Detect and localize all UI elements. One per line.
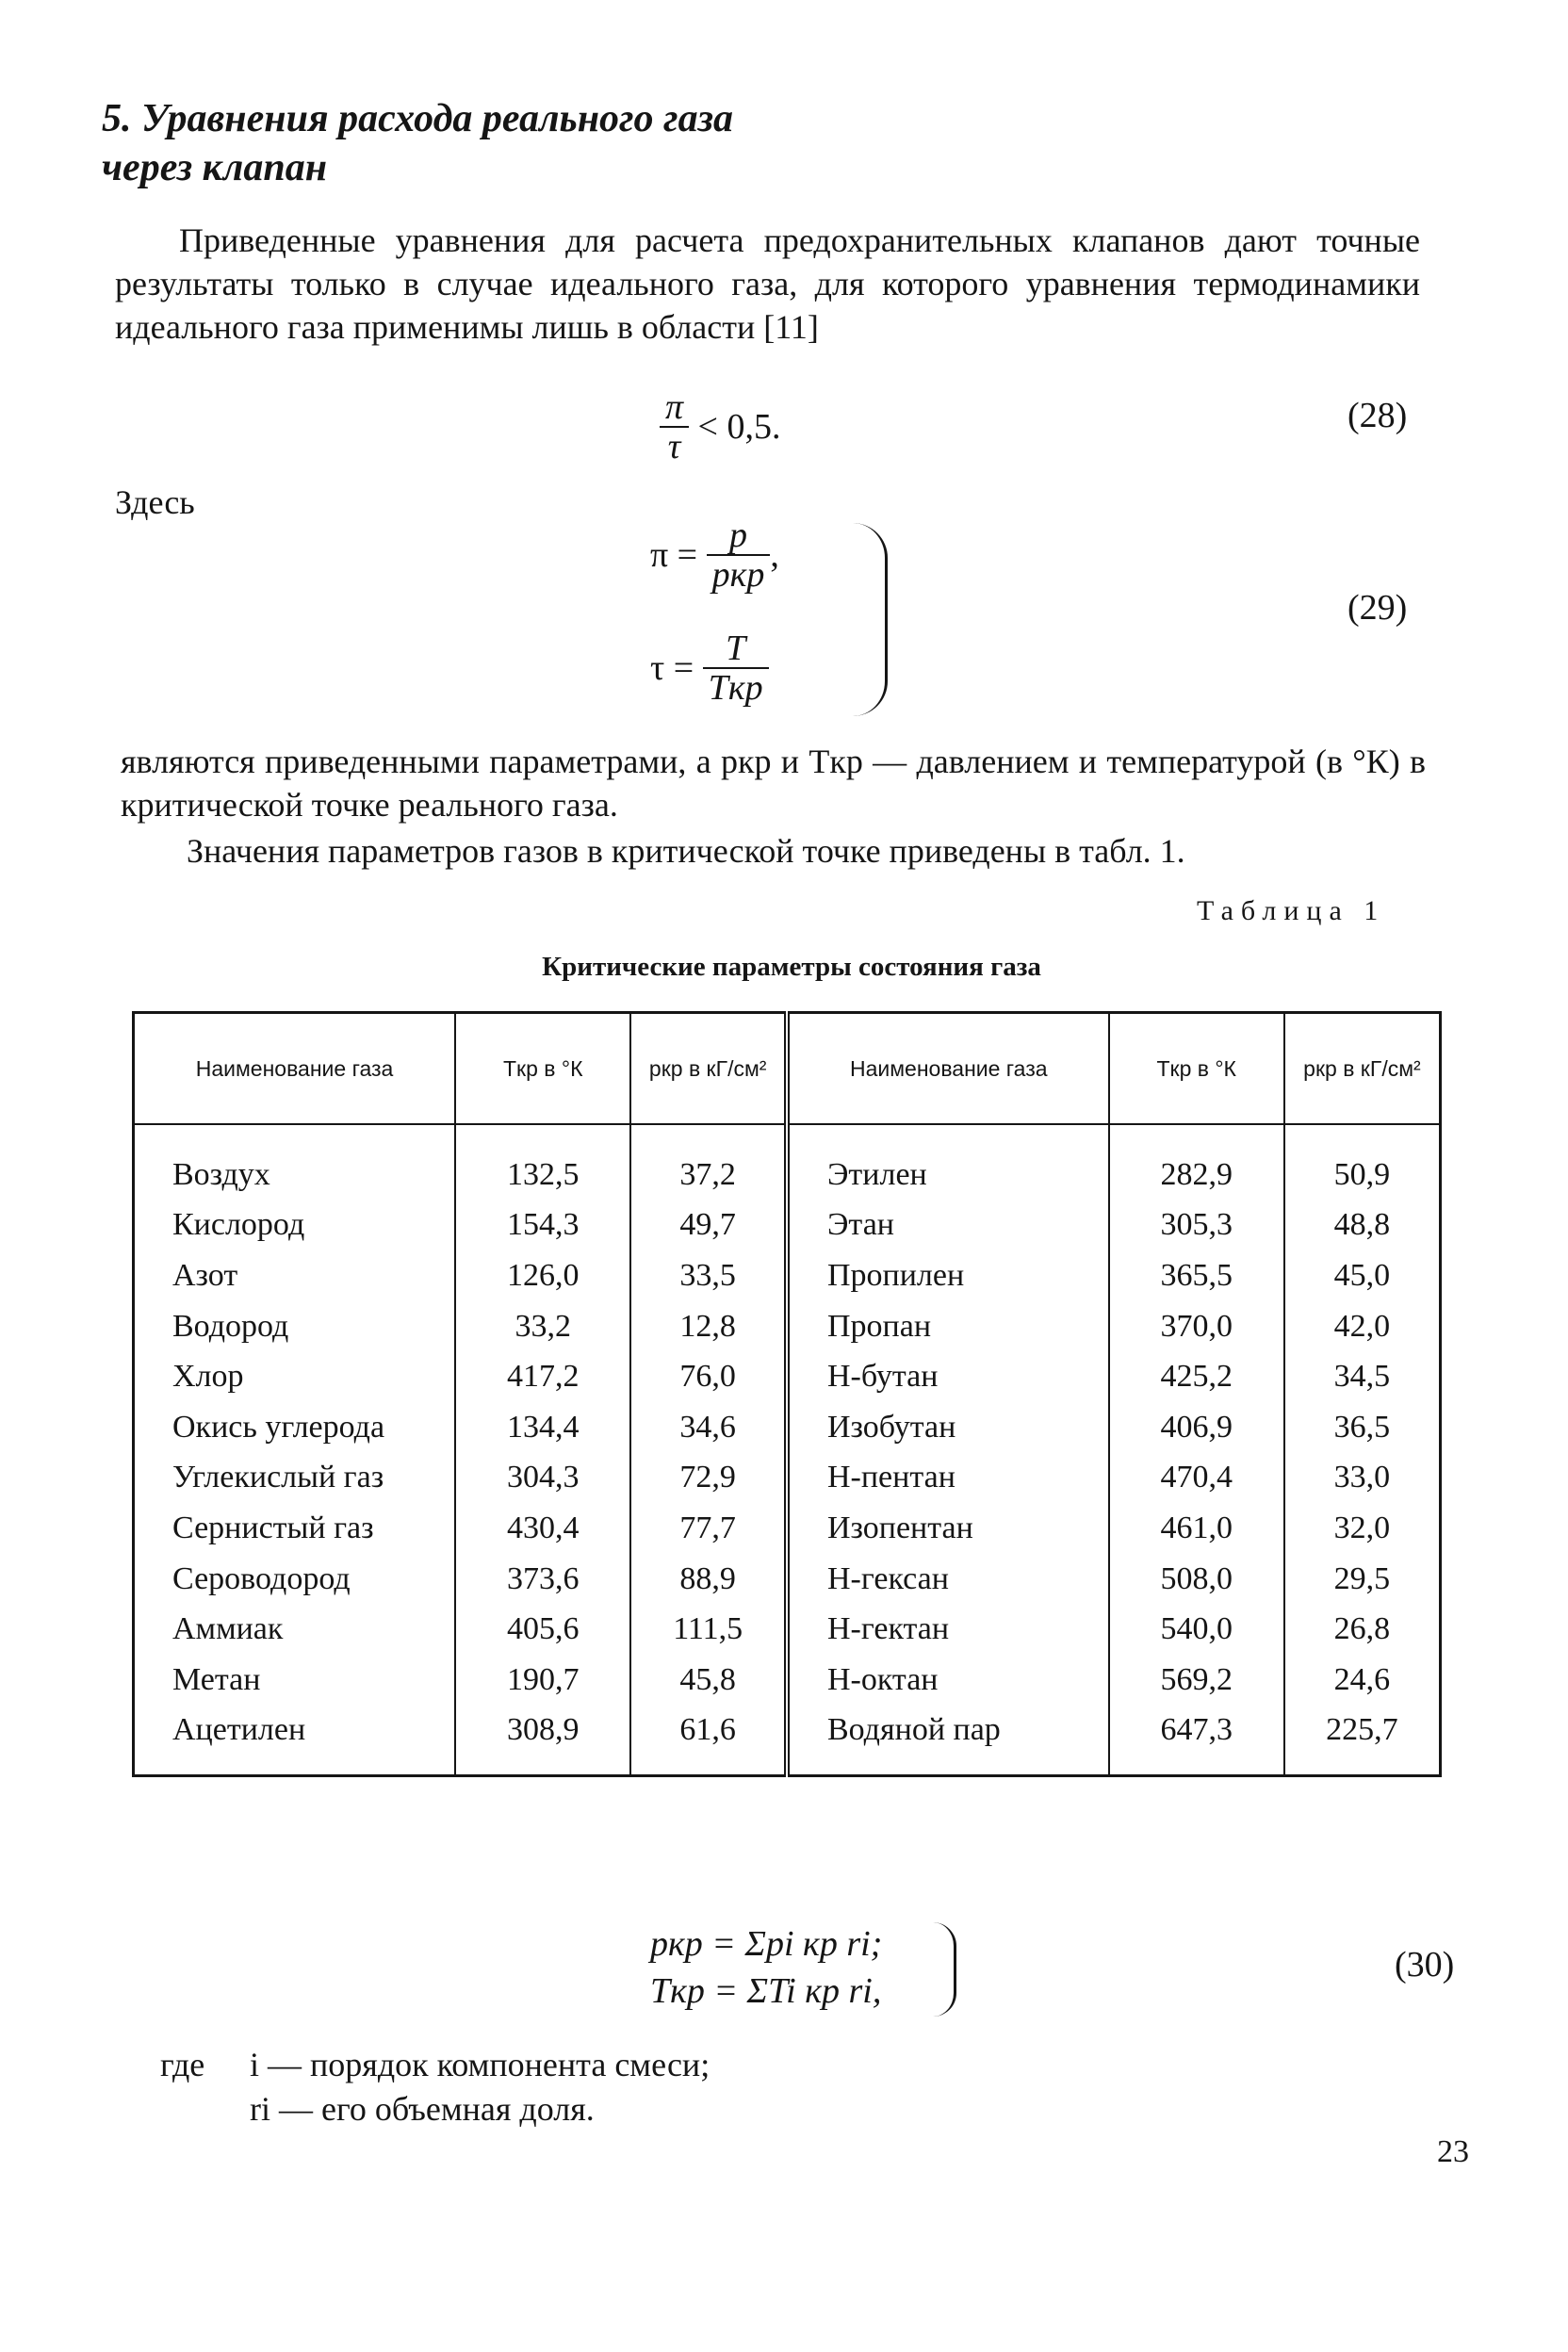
critical-temperature-cell: 134,4 [455,1402,630,1453]
gas-name-cell: Н-октан [787,1655,1109,1706]
gas-name-cell: Углекислый газ [134,1453,456,1504]
gas-name-cell: Водяной пар [787,1706,1109,1776]
critical-pressure-cell: 77,7 [630,1503,787,1554]
where-line-2: ri — его объемная доля. [250,2090,595,2128]
gas-name-cell: Пропилен [787,1250,1109,1301]
critical-temperature-cell: 308,9 [455,1706,630,1776]
table-row [134,1124,1441,1200]
critical-temperature-cell: 405,6 [455,1604,630,1655]
gas-name-cell: Сероводород [134,1554,456,1605]
gas-name-cell: Азот [134,1250,456,1301]
critical-temperature-cell: 132,5 [455,1124,630,1200]
table-row [134,1301,1441,1352]
table-row [134,1402,1441,1453]
gas-name-cell: Окись углерода [134,1402,456,1453]
critical-temperature-cell: 540,0 [1109,1604,1284,1655]
critical-pressure-cell: 37,2 [630,1124,787,1200]
critical-temperature-cell: 461,0 [1109,1503,1284,1554]
gas-name-cell: Сернистый газ [134,1503,456,1554]
critical-temperature-cell: 470,4 [1109,1453,1284,1504]
page-number: 23 [1437,2134,1469,2169]
equation-28 [660,388,780,466]
table-row [134,1453,1441,1504]
eq29-tau-fraction [703,629,769,707]
table-row [134,1604,1441,1655]
table-body [134,1124,1441,1776]
header-t: Tкр в °К [455,1013,630,1125]
table-ref-paragraph: Значения параметров газов в критической точке приведены в табл. 1. [187,832,1185,870]
gas-name-cell: Аммиак [134,1604,456,1655]
section-title-line-1: 5. Уравнения расхода реального газа [102,97,733,140]
gas-name-cell: Н-бутан [787,1351,1109,1402]
critical-temperature-cell: 370,0 [1109,1301,1284,1352]
critical-temperature-cell: 33,2 [455,1301,630,1352]
eq29-tau-denominator: Tкр [708,668,763,708]
critical-pressure-cell: 36,5 [1284,1402,1441,1453]
eq28-numerator: π [660,388,689,428]
gas-name-cell: Метан [134,1655,456,1706]
table-row [134,1554,1441,1605]
equation-29-line-1 [650,516,779,594]
critical-pressure-cell: 33,0 [1284,1453,1441,1504]
gas-name-cell: Н-гексан [787,1554,1109,1605]
table-row [134,1250,1441,1301]
header-p-2: pкр в кГ/см² [1284,1013,1441,1125]
critical-temperature-cell: 425,2 [1109,1351,1284,1402]
eq28-denominator: τ [667,427,681,466]
critical-temperature-cell: 365,5 [1109,1250,1284,1301]
eq29-pi-lhs: π = [650,535,698,575]
critical-pressure-cell: 34,6 [630,1402,787,1453]
eq29-tau-lhs: τ = [650,648,694,688]
critical-temperature-cell: 190,7 [455,1655,630,1706]
critical-pressure-cell: 72,9 [630,1453,787,1504]
critical-pressure-cell: 76,0 [630,1351,787,1402]
critical-pressure-cell: 45,0 [1284,1250,1441,1301]
eq29-pi-numerator: p [707,516,771,556]
critical-pressure-cell: 34,5 [1284,1351,1441,1402]
gas-name-cell: Водород [134,1301,456,1352]
header-p: pкр в кГ/см² [630,1013,787,1125]
critical-temperature-cell: 282,9 [1109,1124,1284,1200]
section-title [102,94,1044,192]
table-row [134,1706,1441,1776]
gas-name-cell: Н-пентан [787,1453,1109,1504]
gas-critical-params-table [132,1011,1442,1777]
section-title-line-2: через клапан [102,146,328,189]
critical-pressure-cell: 26,8 [1284,1604,1441,1655]
gas-name-cell: Изобутан [787,1402,1109,1453]
critical-temperature-cell: 373,6 [455,1554,630,1605]
critical-pressure-cell: 12,8 [630,1301,787,1352]
table-row [134,1503,1441,1554]
equation-30-line-1: pкр = Σpi кр ri; [650,1924,883,1964]
gas-name-cell: Ацетилен [134,1706,456,1776]
header-t-2: Tкр в °К [1109,1013,1284,1125]
gas-name-cell: Хлор [134,1351,456,1402]
critical-temperature-cell: 305,3 [1109,1200,1284,1251]
critical-temperature-cell: 126,0 [455,1250,630,1301]
critical-temperature-cell: 647,3 [1109,1706,1284,1776]
equation-29-line-2 [650,629,769,707]
reduced-params-paragraph: являются приведенными параметрами, а pкр и Tкр — давлением и температурой (в °К) в критической точке реального газа. [121,743,1426,824]
critical-pressure-cell: 33,5 [630,1250,787,1301]
table-label: Таблица 1 [1197,895,1386,926]
eq28-inequality: < 0,5. [697,407,781,447]
header-name-2: Наименование газа [787,1013,1109,1125]
gas-name-cell: Пропан [787,1301,1109,1352]
gas-name-cell: Этилен [787,1124,1109,1200]
critical-temperature-cell: 417,2 [455,1351,630,1402]
critical-temperature-cell: 406,9 [1109,1402,1284,1453]
critical-pressure-cell: 45,8 [630,1655,787,1706]
critical-temperature-cell: 569,2 [1109,1655,1284,1706]
critical-pressure-cell: 49,7 [630,1200,787,1251]
critical-temperature-cell: 154,3 [455,1200,630,1251]
table-row [134,1200,1441,1251]
gas-name-cell: Этан [787,1200,1109,1251]
equation-30-line-2: Tкр = ΣTi кр ri, [650,1971,882,2011]
critical-pressure-cell: 48,8 [1284,1200,1441,1251]
eq29-pi-fraction [707,516,771,594]
eq29-brace [853,523,888,716]
gas-name-cell: Кислород [134,1200,456,1251]
eq30-brace [933,1922,956,2017]
eq29-tau-numerator: T [703,629,769,669]
critical-pressure-cell: 111,5 [630,1604,787,1655]
gas-name-cell: Воздух [134,1124,456,1200]
critical-pressure-cell: 88,9 [630,1554,787,1605]
equation-29-number: (29) [1348,588,1408,628]
critical-temperature-cell: 508,0 [1109,1554,1284,1605]
critical-pressure-cell: 29,5 [1284,1554,1441,1605]
critical-pressure-cell: 50,9 [1284,1124,1441,1200]
critical-pressure-cell: 225,7 [1284,1706,1441,1776]
gas-name-cell: Н-гектан [787,1604,1109,1655]
eq28-fraction [660,388,689,466]
intro-paragraph: Приведенные уравнения для расчета предохранительных клапанов дают точные результаты только в случае идеального газа, для которого уравнения термодинамики идеального газа применимы лишь в области [11] [115,221,1420,346]
eq29-pi-tail: , [770,535,779,575]
gas-name-cell: Изопентан [787,1503,1109,1554]
where-line-1: i — порядок компонента смеси; [250,2046,710,2083]
critical-pressure-cell: 32,0 [1284,1503,1441,1554]
critical-temperature-cell: 304,3 [455,1453,630,1504]
where-word: где [160,2046,205,2083]
critical-pressure-cell: 61,6 [630,1706,787,1776]
table-header-row [134,1013,1441,1125]
equation-28-number: (28) [1348,396,1408,435]
critical-temperature-cell: 430,4 [455,1503,630,1554]
eq29-pi-denominator: pкр [711,555,765,595]
critical-pressure-cell: 42,0 [1284,1301,1441,1352]
header-name: Наименование газа [134,1013,456,1125]
table-row [134,1351,1441,1402]
critical-pressure-cell: 24,6 [1284,1655,1441,1706]
equation-30-number: (30) [1395,1945,1455,1984]
table-caption: Критические параметры состояния газа [542,952,1041,982]
here-word: Здесь [115,483,195,521]
table-row [134,1655,1441,1706]
